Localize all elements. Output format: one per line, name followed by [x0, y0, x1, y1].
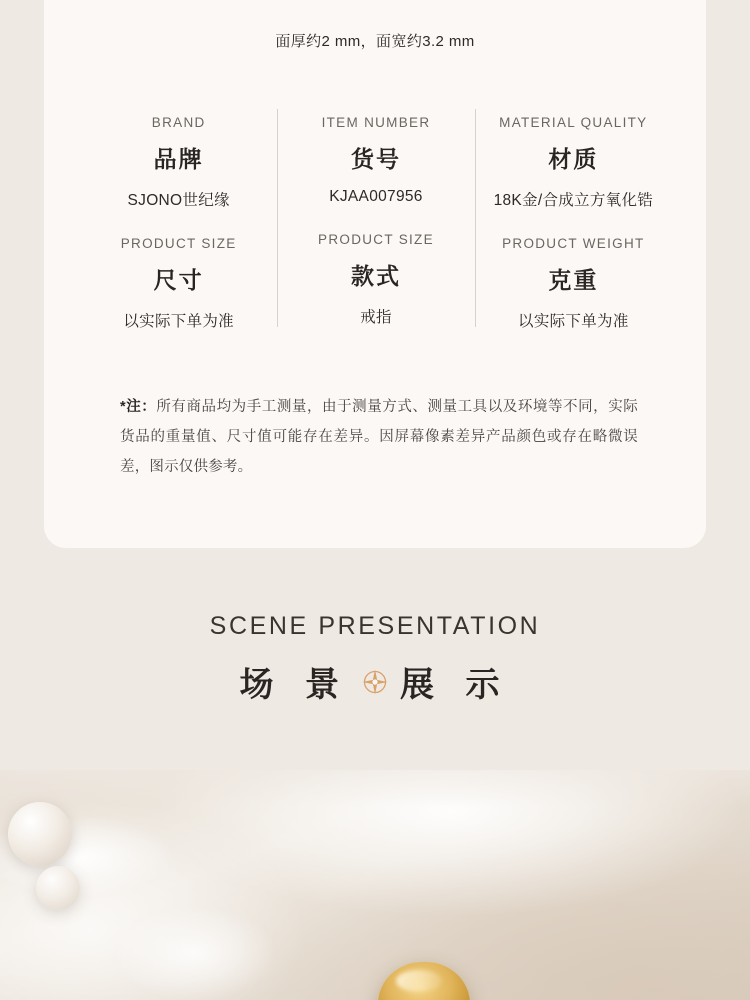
spec-label-cn: 克重 [548, 267, 599, 293]
spec-label-en: ITEM NUMBER [321, 115, 431, 130]
spec-label-en: PRODUCT WEIGHT [502, 236, 645, 251]
spec-column-1 [80, 115, 277, 357]
spec-value: SJONO世纪缘 [127, 192, 230, 209]
scene-title-cn-right: 展 示 [400, 666, 511, 704]
pearl-decoration [8, 802, 72, 866]
disclaimer-text: 所有商品均为手工测量，由于测量方式、测量工具以及环境等不同，实际货品的重量值、尺寸值可能存在差异。因屏幕像素差异产品颜色或存在略微误差，图示仅供参考。 [120, 399, 638, 475]
scene-title-cn-left: 场 景 [239, 666, 350, 704]
disclaimer-label: *注： [120, 399, 157, 415]
ring-highlight [396, 970, 442, 992]
spec-value: 戒指 [360, 309, 392, 326]
spec-cell-size [86, 236, 271, 357]
spec-label-cn: 尺寸 [153, 267, 204, 293]
spec-label-cn: 款式 [350, 263, 401, 289]
disclaimer-note [120, 392, 638, 482]
scene-photo [0, 770, 750, 1000]
spec-value: 以实际下单为准 [518, 313, 629, 330]
spec-cell-item-number [283, 115, 468, 232]
spec-value: 以实际下单为准 [123, 313, 234, 330]
spec-label-en: PRODUCT SIZE [120, 236, 237, 251]
spec-label-en: BRAND [151, 115, 206, 130]
spec-label-cn: 材质 [548, 146, 599, 172]
spec-label-cn: 货号 [350, 146, 401, 172]
spec-cell-material [481, 115, 666, 236]
spec-value: 18K金/合成立方氧化锆 [493, 192, 654, 209]
scene-title-en: SCENE PRESENTATION [209, 612, 541, 640]
compass-star-icon [360, 667, 390, 697]
scene-title-cn-row [0, 657, 750, 706]
spec-label-cn: 品牌 [153, 146, 204, 172]
spec-column-3 [475, 115, 672, 357]
spec-label-en: PRODUCT SIZE [318, 232, 434, 247]
spec-cell-weight [481, 236, 666, 357]
spec-cell-brand [86, 115, 271, 236]
spec-value: KJAA007956 [329, 188, 423, 205]
spec-cell-style [283, 232, 468, 353]
spec-column-2 [277, 115, 474, 357]
specification-grid [80, 115, 672, 357]
measurement-text: 面厚约2 mm，面宽约3.2 mm [275, 33, 475, 50]
scene-presentation-heading [0, 612, 750, 706]
pearl-decoration-small [36, 866, 80, 910]
specification-card [44, 0, 706, 548]
spec-label-en: MATERIAL QUALITY [499, 115, 648, 130]
